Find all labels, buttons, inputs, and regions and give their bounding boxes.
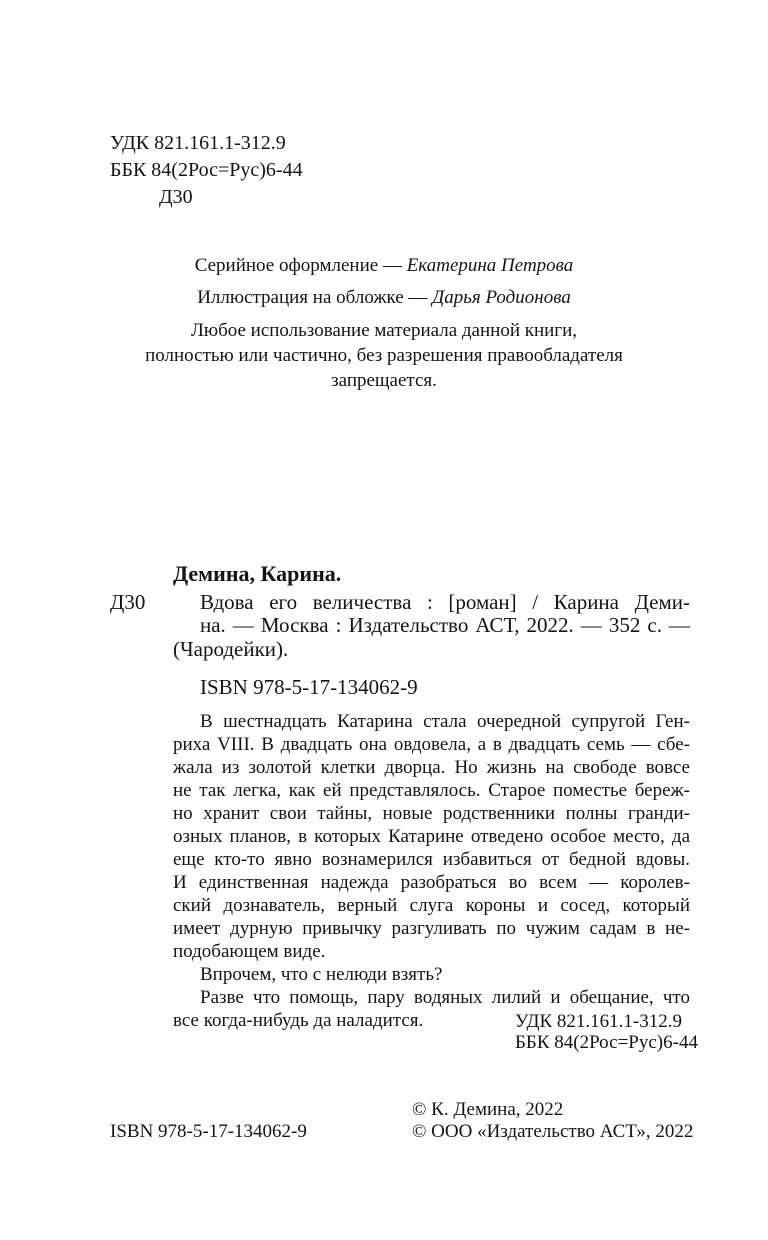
udk-code: УДК 821.161.1-312.9 (110, 132, 286, 154)
annotation-line: все когда-нибудь да наладится. (173, 1010, 424, 1031)
copyright-author: © К. Демина, 2022 (412, 1099, 564, 1120)
cover-illustration-label: Иллюстрация на обложке — (197, 287, 433, 308)
catalog-description-line: на. — Москва : Издательство АСТ, 2022. — 352 с. — (200, 613, 690, 637)
annotation-line: не так легка, как ей представлялось. Старое поместье береж- (173, 780, 690, 801)
cover-illustration-name: Дарья Родионова (432, 287, 571, 308)
author-heading: Демина, Карина. (173, 561, 342, 586)
annotation-line: озных планов, в которых Катарине отведено особое место, да (173, 826, 690, 847)
copyright-notice-line: полностью или частично, без разрешения правообладателя (145, 345, 623, 366)
bottom-bbk-code: ББК 84(2Рос=Рус)6-44 (515, 1032, 698, 1053)
annotation-line: но хранит свои тайны, новые родственники полны гранди- (173, 803, 690, 824)
annotation-line: еще кто-то явно вознамерился избавиться от бедной вдовы. (173, 849, 690, 870)
annotation-line: ский дознаватель, верный слуга короны и сосед, который (173, 895, 690, 916)
annotation-line: В шестнадцать Катарина стала очередной супругой Ген- (200, 711, 690, 732)
series-design-credit (0, 254, 768, 278)
catalog-author-mark: Д30 (110, 590, 146, 614)
annotation-line: Впрочем, что с нелюди взять? (200, 964, 443, 985)
annotation-line: жала из золотой клетки дворца. Но жизнь на свободе вовсе (173, 757, 690, 778)
author-mark: Д30 (159, 186, 193, 208)
catalog-description-line: (Чародейки). (173, 637, 289, 661)
annotation-line: И единственная надежда разобраться во всем — королев- (173, 872, 690, 893)
series-design-name: Екатерина Петрова (406, 255, 574, 276)
cover-illustration-credit (0, 286, 768, 310)
copyright-publisher: © ООО «Издательство АСТ», 2022 (412, 1121, 694, 1142)
catalog-isbn: ISBN 978-5-17-134062-9 (200, 675, 418, 699)
copyright-notice-line: запрещается. (331, 370, 437, 391)
catalog-description-line: Вдова его величества : [роман] / Карина Деми- (200, 590, 690, 614)
copyright-notice-line: Любое использование материала данной книги, (190, 320, 578, 341)
series-design-label: Серийное оформление — (194, 255, 407, 276)
annotation-line: Разве что помощь, пару водяных лилий и обещание, что (200, 987, 690, 1008)
annotation-line: имеет дурную привычку разгуливать по чужим садам в не- (173, 918, 690, 939)
annotation-line: риха VIII. В двадцать она овдовела, а в двадцать семь — сбе- (173, 734, 690, 755)
annotation-line: подобающем виде. (173, 941, 326, 962)
bottom-udk-code: УДК 821.161.1-312.9 (515, 1011, 682, 1032)
footer-isbn: ISBN 978-5-17-134062-9 (110, 1121, 307, 1142)
bbk-code: ББК 84(2Рос=Рус)6-44 (110, 159, 303, 181)
